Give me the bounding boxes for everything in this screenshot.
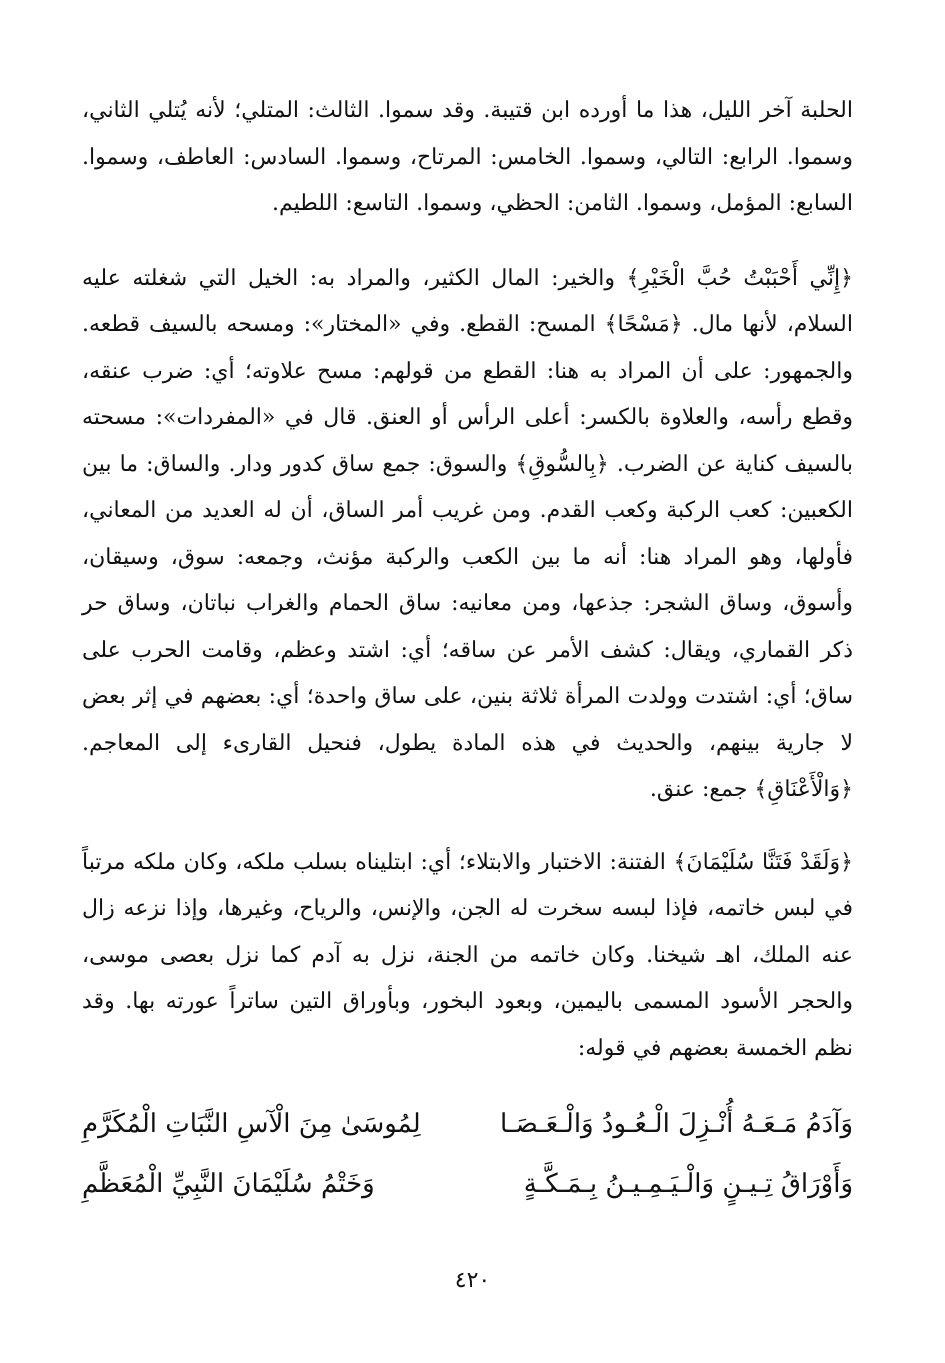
verse-second-hemistich: وَخَتْمُ سُلَيْمَانَ النَّبِيِّ الْمُعَظَّمِ (82, 1169, 375, 1199)
verse-second-hemistich: لِمُوسَىٰ مِنَ الْآسِ النَّبَاتِ الْمُكَرَّمِ (82, 1109, 421, 1139)
poem-verse (82, 1094, 853, 1154)
paragraph-3: ﴿وَلَقَدْ فَتَنَّا سُلَيْمَانَ﴾ الفتنة: الاختبار والابتلاء؛ أي: ابتليناه بسلب ملكه، وكان ملكه مرتباً في لبس خاتمه، فإذا لبسه سخرت له الجن، والإنس، والرياح، وغيرها، وإذا نزعه زال عنه الملك، اهـ شيخنا. وكان خاتمه من الجنة، نزل به آدم كما نزل بعصى موسى، والحجر الأسود المسمى باليمين، وبعود البخور، وبأوراق التين ساتراً عورته بها. وقد نظم الخمسة بعضهم في قوله: (82, 849, 853, 1061)
paragraph-2: ﴿إِنِّي أَحْبَبْتُ حُبَّ الْخَيْرِ﴾ والخير: المال الكثير، والمراد به: الخيل التي شغلته عليه السلام، لأنها مال. ﴿مَسْحًا﴾ المسح: القطع. وفي «المختار»: ومسحه بالسيف قطعه. والجمهور: على أن المراد به هنا: القطع من قولهم: مسح علاوته؛ أي: ضرب عنقه، وقطع رأسه، والعلاوة بالكسر: أعلى الرأس أو العنق. قال في «المفردات»: مسحته بالسيف كناية عن الضرب. ﴿بِالسُّوقِ﴾ والسوق: جمع ساق كدور ودار. والساق: ما بين الكعبين: كعب الركبة وكعب القدم. ومن غريب أمر الساق، أن له العديد من المعاني، فأولها، وهو المراد هنا: أنه ما بين الكعب والركبة مؤنث، وجمعه: سوق، وسيقان، وأسوق، وساق الشجر: جذعها، ومن معانيه: ساق الحمام والغراب نباتان، وساق حر ذكر القماري، ويقال: كشف الأمر عن ساقه؛ أي: اشتد وعظم، وقامت الحرب على ساق؛ أي: اشتدت وولدت المرأة ثلاثة بنين، على ساق واحدة؛ أي: بعضهم في إثر بعض لا جارية بينهم، والحديث في هذه المادة يطول، فنحيل القارىء إلى المعاجم. ﴿وَالْأَعْنَاقِ﴾ جمع: عنق. (82, 265, 853, 802)
page-number: ٤٢٠ (454, 1268, 491, 1293)
poem-verse (82, 1154, 853, 1214)
verse-first-hemistich: وَأَوْرَاقُ تِـيـنٍ وَالْـيَـمِـيـنُ بِـمَـكَّـةٍ (523, 1169, 853, 1199)
verse-first-hemistich: وَآدَمُ مَـعَـهُ أُنْـزِلَ الْـعُـودُ وَالْـعَـصَـا (500, 1109, 853, 1139)
poem (82, 1094, 853, 1214)
paragraph-1: الحلبة آخر الليل، هذا ما أورده ابن قتيبة. وقد سموا. الثالث: المتلي؛ لأنه يُتلي الثاني، وسموا. الرابع: التالي، وسموا. الخامس: المرتاح، وسموا. السادس: العاطف، وسموا. السابع: المؤمل، وسموا. الثامن: الحظي، وسموا. التاسع: اللطيم. (82, 98, 853, 216)
